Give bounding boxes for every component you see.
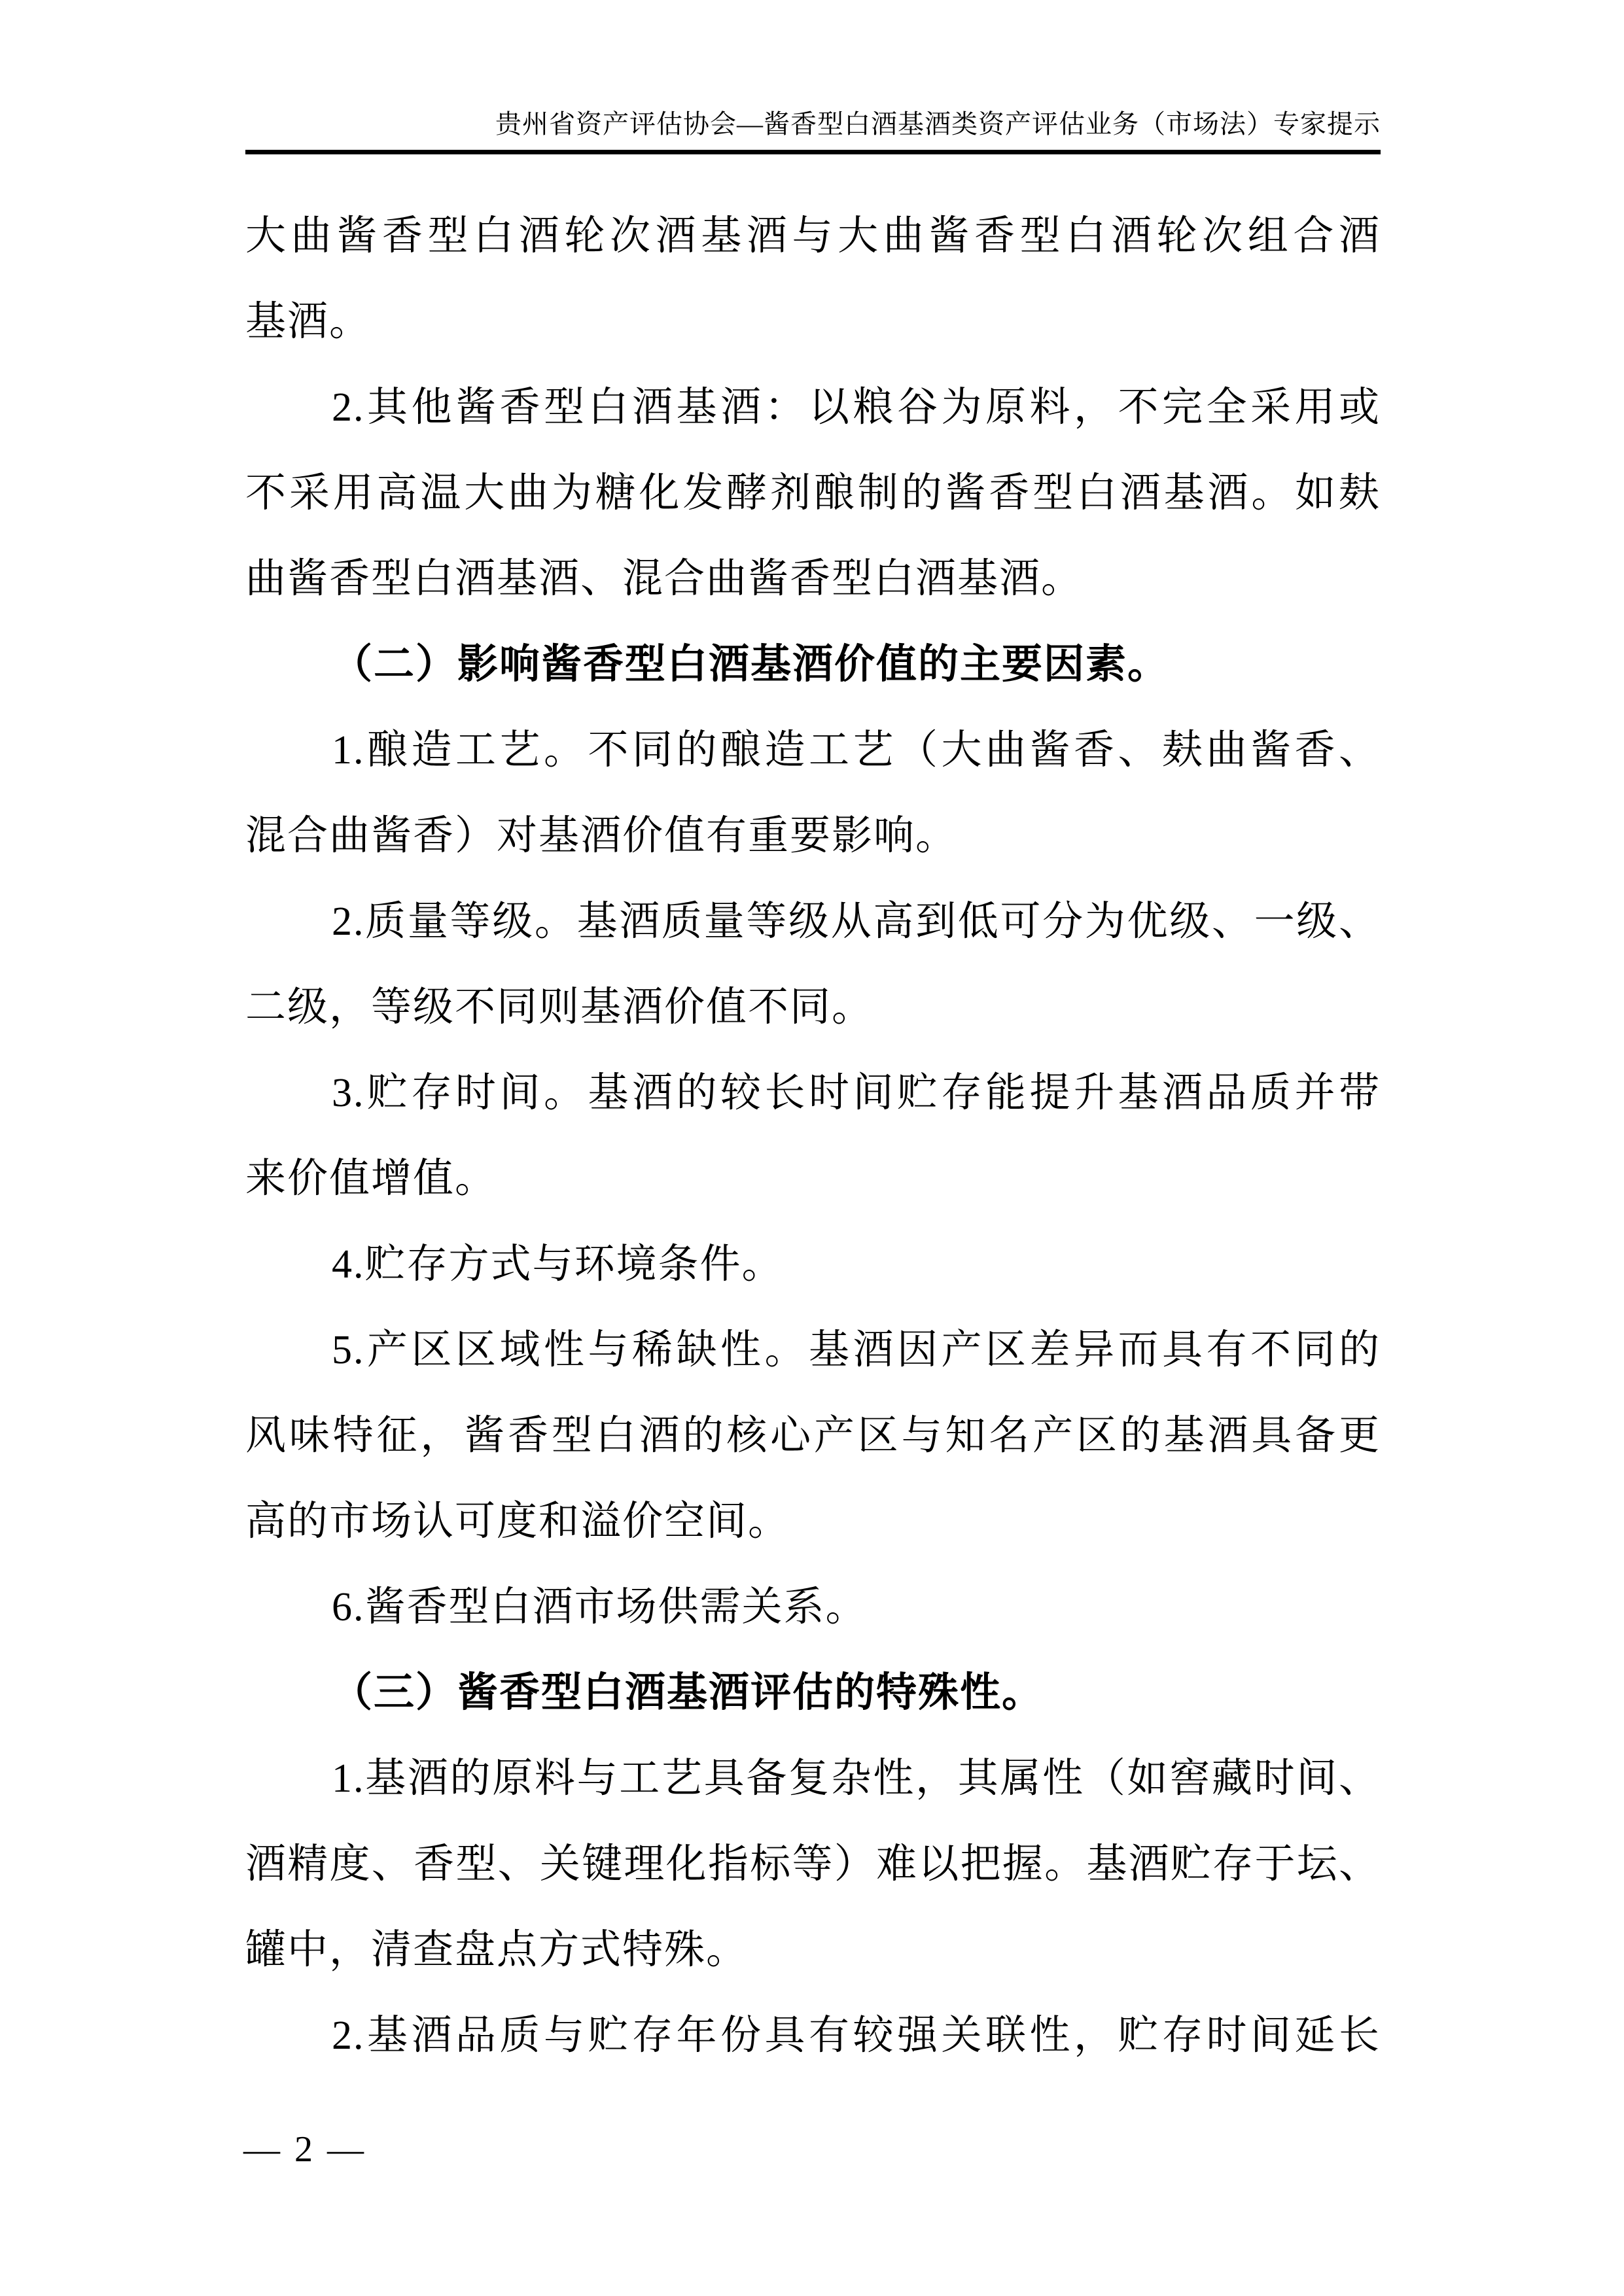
page-number: — 2 — bbox=[243, 2129, 366, 2170]
text-line-17: 6.酱香型白酒市场供需关系。 bbox=[332, 1585, 868, 1629]
text-line-8: 混合曲酱香）对基酒价值有重要影响。 bbox=[245, 814, 958, 858]
text-line-22: 2.基酒品质与贮存年份具有较强关联性，贮存时间延长 bbox=[332, 2013, 1381, 2058]
text-line-2: 基酒。 bbox=[245, 300, 372, 344]
text-line-4: 不采用高温大曲为糖化发酵剂酿制的酱香型白酒基酒。如麸 bbox=[245, 471, 1381, 515]
text-line-11: 3.贮存时间。基酒的较长时间贮存能提升基酒品质并带 bbox=[332, 1071, 1381, 1115]
text-line-5: 曲酱香型白酒基酒、混合曲酱香型白酒基酒。 bbox=[245, 557, 1084, 601]
text-line-1: 大曲酱香型白酒轮次酒基酒与大曲酱香型白酒轮次组合酒 bbox=[245, 214, 1381, 258]
document-body bbox=[245, 194, 1381, 2079]
text-line-3: 2.其他酱香型白酒基酒：以粮谷为原料，不完全采用或 bbox=[332, 385, 1381, 430]
text-line-20: 酒精度、香型、关键理化指标等）难以把握。基酒贮存于坛、 bbox=[245, 1842, 1381, 1887]
page-header: 贵州省资产评估协会—酱香型白酒基酒类资产评估业务（市场法）专家提示 bbox=[495, 109, 1381, 139]
text-line-21: 罐中，清查盘点方式特殊。 bbox=[245, 1928, 749, 1972]
text-line-9: 2.质量等级。基酒质量等级从高到低可分为优级、一级、 bbox=[332, 899, 1381, 944]
text-line-7: 1.酿造工艺。不同的酿造工艺（大曲酱香、麸曲酱香、 bbox=[332, 728, 1381, 773]
text-line-10: 二级，等级不同则基酒价值不同。 bbox=[245, 985, 874, 1030]
text-line-12: 来价值增值。 bbox=[245, 1157, 497, 1201]
header-rule bbox=[245, 150, 1381, 154]
text-line-6: （二）影响酱香型白酒基酒价值的主要因素。 bbox=[332, 642, 1170, 687]
text-line-14: 5.产区区域性与稀缺性。基酒因产区差异而具有不同的 bbox=[332, 1328, 1381, 1372]
text-line-19: 1.基酒的原料与工艺具备复杂性，其属性（如窖藏时间、 bbox=[332, 1756, 1381, 1801]
text-line-13: 4.贮存方式与环境条件。 bbox=[332, 1242, 784, 1287]
text-line-16: 高的市场认可度和溢价空间。 bbox=[245, 1499, 790, 1544]
text-line-18: （三）酱香型白酒基酒评估的特殊性。 bbox=[332, 1671, 1044, 1715]
text-line-15: 风味特征，酱香型白酒的核心产区与知名产区的基酒具备更 bbox=[245, 1414, 1381, 1458]
